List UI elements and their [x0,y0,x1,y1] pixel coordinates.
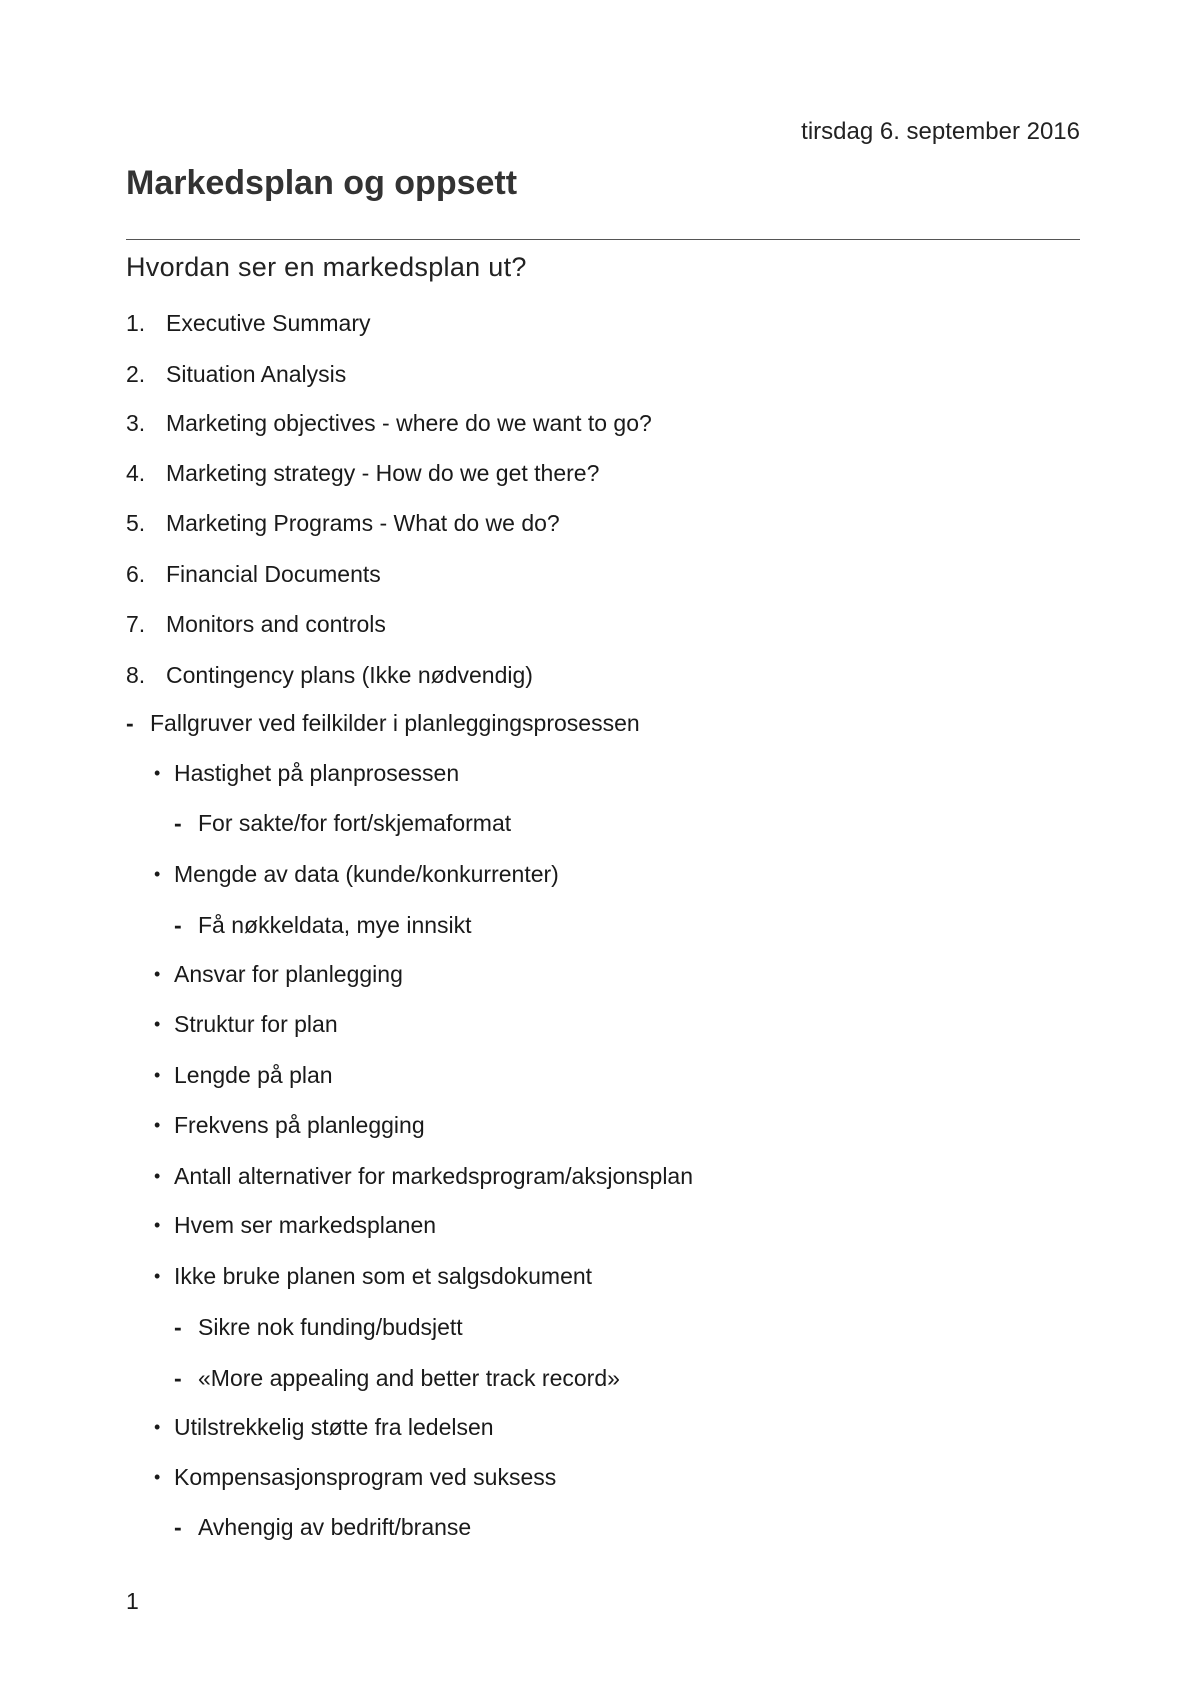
list-number: 3. [126,410,146,436]
bullet-item-text: Utilstrekkelig støtte fra ledelsen [174,1414,494,1440]
list-number: 7. [126,611,146,637]
list-item-text: Marketing strategy - How do we get there? [166,460,600,486]
list-item-text: Monitors and controls [166,611,386,637]
bullet-marker: • [154,1014,161,1034]
document-date: tirsdag 6. september 2016 [801,118,1080,145]
list-item-text: Marketing objectives - where do we want to go? [166,410,652,436]
bullet-marker: • [154,1467,161,1487]
list-number: 1. [126,310,146,336]
title-divider [126,239,1080,240]
list-number: 6. [126,561,146,587]
list-number: 5. [126,510,146,536]
dash-marker: - [174,1365,182,1391]
bullet-item-text: Ikke bruke planen som et salgsdokument [174,1263,593,1289]
bullet-item-text: Ansvar for planlegging [174,961,403,987]
dash-marker: - [126,710,134,736]
bullet-marker: • [154,964,161,984]
list-item-text: Marketing Programs - What do we do? [166,510,560,536]
list-item-text: Financial Documents [166,561,381,587]
list-item-text: Situation Analysis [166,361,347,387]
sub-item-text: «More appealing and better track record» [198,1365,620,1391]
sub-item-text: Sikre nok funding/budsjett [198,1314,463,1340]
bullet-marker: • [154,1417,161,1437]
dash-marker: - [174,1514,182,1540]
sub-item-text: Få nøkkeldata, mye innsikt [198,912,472,938]
bullet-marker: • [154,1166,161,1186]
list-number: 2. [126,361,146,387]
outline-heading-text: Fallgruver ved feilkilder i planleggingsprosessen [150,710,640,736]
list-number: 4. [126,460,146,486]
dash-marker: - [174,1314,182,1340]
sub-item-text: For sakte/for fort/skjemaformat [198,810,512,836]
bullet-marker: • [154,1215,161,1235]
list-number: 8. [126,662,146,688]
bullet-item-text: Antall alternativer for markedsprogram/aksjonsplan [174,1163,694,1189]
bullet-item-text: Struktur for plan [174,1011,338,1037]
bullet-item-text: Hvem ser markedsplanen [174,1212,437,1238]
list-item-text: Contingency plans (Ikke nødvendig) [166,662,533,688]
bullet-marker: • [154,1115,161,1135]
bullet-marker: • [154,864,161,884]
bullet-item-text: Mengde av data (kunde/konkurrenter) [174,861,559,887]
list-item-text: Executive Summary [166,310,371,336]
bullet-marker: • [154,1266,161,1286]
dash-marker: - [174,810,182,836]
dash-marker: - [174,912,182,938]
page-title: Markedsplan og oppsett [126,164,518,202]
section-heading: Hvordan ser en markedsplan ut? [126,252,527,282]
bullet-marker: • [154,1065,161,1085]
bullet-item-text: Frekvens på planlegging [174,1112,425,1138]
sub-item-text: Avhengig av bedrift/branse [198,1514,472,1540]
page-number: 1 [126,1588,139,1614]
bullet-item-text: Kompensasjonsprogram ved suksess [174,1464,557,1490]
bullet-item-text: Lengde på plan [174,1062,333,1088]
bullet-marker: • [154,763,161,783]
bullet-item-text: Hastighet på planprosessen [174,760,460,786]
